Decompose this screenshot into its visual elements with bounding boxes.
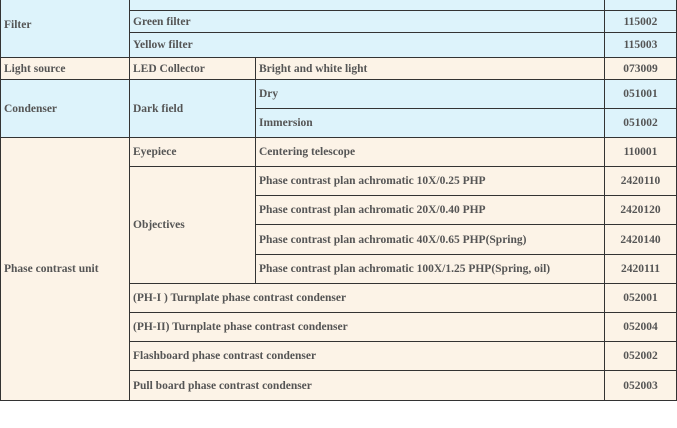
- item-code: 073009: [605, 58, 677, 80]
- item-name: [130, 0, 605, 11]
- item-code: 052003: [605, 371, 677, 401]
- item-desc: Phase contrast plan achromatic 20X/0.40 PHP: [256, 196, 605, 225]
- group-label-condenser: Condenser: [1, 80, 130, 138]
- item-name: Green filter: [130, 11, 605, 33]
- group-label-light-source: Light source: [1, 58, 130, 80]
- item-desc: Dry: [256, 80, 605, 109]
- item-code: 2420110: [605, 167, 677, 196]
- item-code: 115003: [605, 33, 677, 58]
- item-code: 051002: [605, 109, 677, 138]
- item-code: 052002: [605, 342, 677, 371]
- item-name: (PH-I ) Turnplate phase contrast condenser: [130, 284, 605, 313]
- item-name: Flashboard phase contrast condenser: [130, 342, 605, 371]
- item-code: 2420120: [605, 196, 677, 225]
- item-desc: Immersion: [256, 109, 605, 138]
- item-code: [605, 0, 677, 11]
- group-label-filter: Filter: [1, 0, 130, 58]
- item-name: Eyepiece: [130, 138, 256, 167]
- item-desc: Phase contrast plan achromatic 100X/1.25 PHP(Spring, oil): [256, 255, 605, 284]
- item-desc: Phase contrast plan achromatic 10X/0.25 PHP: [256, 167, 605, 196]
- table-row: [1, 58, 677, 80]
- item-code: 115002: [605, 11, 677, 33]
- item-desc: Phase contrast plan achromatic 40X/0.65 PHP(Spring): [256, 225, 605, 255]
- item-code: 2420111: [605, 255, 677, 284]
- item-name: Yellow filter: [130, 33, 605, 58]
- item-name: Objectives: [130, 167, 256, 284]
- item-code: 110001: [605, 138, 677, 167]
- item-code: 052004: [605, 313, 677, 342]
- item-code: 2420140: [605, 225, 677, 255]
- item-code: 051001: [605, 80, 677, 109]
- item-name: LED Collector: [130, 58, 256, 80]
- table-row: [1, 80, 677, 109]
- table-row: [1, 138, 677, 167]
- item-desc: Bright and white light: [256, 58, 605, 80]
- item-name: Pull board phase contrast condenser: [130, 371, 605, 401]
- item-desc: Centering telescope: [256, 138, 605, 167]
- item-name: (PH-II) Turnplate phase contrast condenser: [130, 313, 605, 342]
- item-name: Dark field: [130, 80, 256, 138]
- group-label-phase-contrast: Phase contrast unit: [1, 138, 130, 401]
- table-row: [1, 0, 677, 11]
- item-code: 052001: [605, 284, 677, 313]
